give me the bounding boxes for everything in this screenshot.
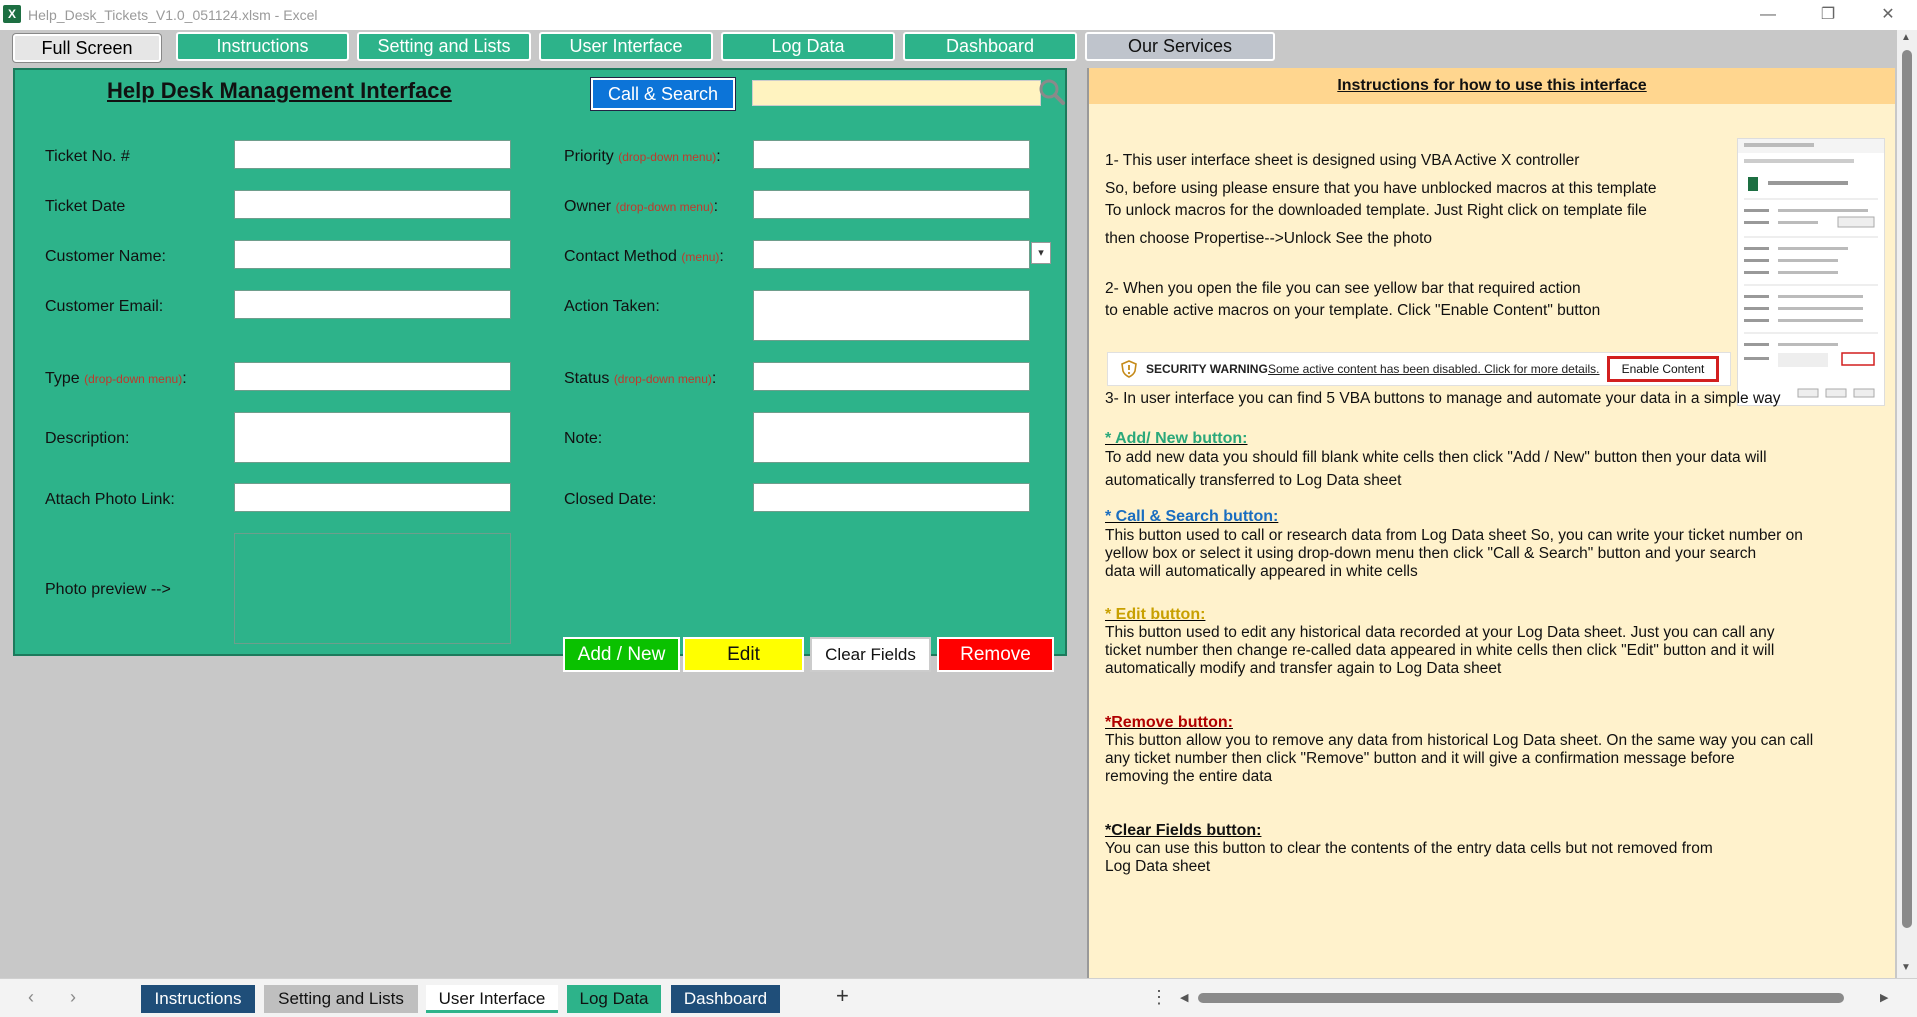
remove-help-title: *Remove button: bbox=[1105, 714, 1233, 731]
security-warning-message: Some active content has been disabled. Click for more details. bbox=[1268, 362, 1600, 376]
note-label: Note: bbox=[564, 430, 603, 447]
customer-name-field[interactable] bbox=[234, 240, 511, 269]
step1-line: 1- This user interface sheet is designed using VBA Active X controller bbox=[1105, 152, 1580, 169]
file-properties-screenshot bbox=[1737, 138, 1885, 406]
ticket-no-field[interactable] bbox=[234, 140, 511, 169]
scroll-down-icon[interactable]: ▼ bbox=[1901, 962, 1911, 973]
our-services-nav-button[interactable]: Our Services bbox=[1085, 32, 1275, 61]
call-search-button[interactable]: Call & Search bbox=[591, 78, 735, 110]
instructions-panel bbox=[1087, 68, 1895, 978]
file-properties-dialog-image bbox=[1738, 139, 1884, 405]
sheet-tab-setting-lists[interactable]: Setting and Lists bbox=[264, 985, 418, 1013]
closed-date-field[interactable] bbox=[753, 483, 1030, 512]
contact-method-field[interactable] bbox=[753, 240, 1030, 269]
call-search-help-line: This button used to call or research data from Log Data sheet So, you can write your ticket number on bbox=[1105, 527, 1803, 544]
edit-help-line: ticket number then change re-called data appeared in white cells then click "Edit" button and it will bbox=[1105, 642, 1775, 659]
user-interface-nav-button[interactable]: User Interface bbox=[539, 32, 713, 61]
note-field[interactable] bbox=[753, 412, 1030, 463]
dashboard-nav-button[interactable]: Dashboard bbox=[903, 32, 1077, 61]
form-title: Help Desk Management Interface bbox=[107, 78, 452, 103]
customer-email-label: Customer Email: bbox=[45, 298, 164, 315]
remove-help-line: This button allow you to remove any data from historical Log Data sheet. On the same way you can call bbox=[1105, 732, 1814, 749]
excel-app-icon: X bbox=[3, 5, 21, 23]
photo-preview-label: Photo preview --> bbox=[45, 581, 171, 598]
edit-help-title: * Edit button: bbox=[1105, 606, 1206, 623]
action-taken-field[interactable] bbox=[753, 290, 1030, 341]
contact-method-label: Contact Method (menu): bbox=[564, 248, 724, 265]
window-title-bar bbox=[0, 0, 1917, 30]
setting-lists-nav-button[interactable]: Setting and Lists bbox=[357, 32, 531, 61]
ticket-date-field[interactable] bbox=[234, 190, 511, 219]
sheet-tab-user-interface[interactable]: User Interface bbox=[426, 985, 558, 1013]
shield-icon bbox=[1120, 360, 1138, 378]
more-options-icon[interactable]: ⋮ bbox=[1150, 987, 1168, 1007]
add-new-help-title: * Add/ New button: bbox=[1105, 430, 1248, 447]
add-sheet-icon[interactable]: + bbox=[836, 983, 849, 1008]
add-new-button[interactable]: Add / New bbox=[563, 637, 680, 672]
step2-line: 2- When you open the file you can see yellow bar that required action bbox=[1105, 280, 1581, 297]
sheet-tab-instructions[interactable]: Instructions bbox=[141, 985, 255, 1013]
remove-help-line: any ticket number then click "Remove" button and it will give a confirmation message before bbox=[1105, 750, 1735, 767]
security-warning-bar-image bbox=[1107, 352, 1731, 386]
clear-fields-help-line: Log Data sheet bbox=[1105, 858, 1211, 875]
security-warning-title: SECURITY WARNING bbox=[1146, 362, 1268, 376]
photo-preview-box bbox=[234, 533, 511, 644]
add-new-help-line: automatically transferred to Log Data sheet bbox=[1105, 472, 1402, 489]
edit-button[interactable]: Edit bbox=[683, 637, 804, 672]
step3-text: 3- In user interface you can find 5 VBA buttons to manage and automate your data in a simple way bbox=[1105, 390, 1781, 407]
scroll-up-icon[interactable]: ▲ bbox=[1901, 32, 1911, 43]
customer-email-field[interactable] bbox=[234, 290, 511, 319]
edit-help-line: This button used to edit any historical data recorded at your Log Data sheet. Just you can call any bbox=[1105, 624, 1775, 641]
ticket-search-input[interactable] bbox=[752, 80, 1041, 106]
clear-fields-help-title: *Clear Fields button: bbox=[1105, 822, 1262, 839]
attach-photo-link-label: Attach Photo Link: bbox=[45, 491, 175, 508]
sheet-tab-dashboard[interactable]: Dashboard bbox=[671, 985, 780, 1013]
scroll-left-icon[interactable]: ◀ bbox=[1180, 992, 1189, 1004]
instructions-heading: Instructions for how to use this interface bbox=[1089, 68, 1895, 104]
prev-sheet-icon[interactable]: ‹ bbox=[28, 987, 34, 1007]
window-title: Help_Desk_Tickets_V1.0_051124.xlsm - Excel bbox=[28, 7, 318, 23]
customer-name-label: Customer Name: bbox=[45, 248, 166, 265]
close-icon[interactable]: ✕ bbox=[1881, 6, 1895, 23]
help-desk-form-panel bbox=[13, 68, 1067, 665]
remove-help-line: removing the entire data bbox=[1105, 768, 1273, 785]
step2-line: to enable active macros on your template. Click "Enable Content" button bbox=[1105, 302, 1601, 319]
owner-label: Owner (drop-down menu): bbox=[564, 198, 719, 215]
ticket-date-label: Ticket Date bbox=[45, 198, 126, 215]
owner-field[interactable] bbox=[753, 190, 1030, 219]
call-search-help-title: * Call & Search button: bbox=[1105, 508, 1279, 525]
closed-date-label: Closed Date: bbox=[564, 491, 657, 508]
step1-line: So, before using please ensure that you have unblocked macros at this template bbox=[1105, 180, 1657, 197]
sheet-tab-log-data[interactable]: Log Data bbox=[567, 985, 661, 1013]
vertical-scrollbar[interactable] bbox=[1897, 30, 1917, 978]
description-field[interactable] bbox=[234, 412, 511, 463]
action-taken-label: Action Taken: bbox=[564, 298, 660, 315]
sheet-tabs-bar bbox=[0, 978, 1917, 1017]
horizontal-scroll-thumb[interactable] bbox=[1198, 993, 1844, 1003]
type-label: Type (drop-down menu): bbox=[45, 370, 187, 387]
contact-method-dropdown-icon[interactable]: ▾ bbox=[1031, 242, 1051, 264]
priority-label: Priority (drop-down menu): bbox=[564, 148, 721, 165]
add-new-help-line: To add new data you should fill blank white cells then click "Add / New" button then your data will bbox=[1105, 449, 1767, 466]
attach-photo-link-field[interactable] bbox=[234, 483, 511, 512]
log-data-nav-button[interactable]: Log Data bbox=[721, 32, 895, 61]
full-screen-button[interactable]: Full Screen bbox=[13, 34, 161, 62]
description-label: Description: bbox=[45, 430, 130, 447]
step1-line: To unlock macros for the downloaded template. Just Right click on template file bbox=[1105, 202, 1647, 219]
status-field[interactable] bbox=[753, 362, 1030, 391]
clear-fields-button[interactable]: Clear Fields bbox=[810, 637, 931, 672]
clear-fields-help-line: You can use this button to clear the contents of the entry data cells but not removed from bbox=[1105, 840, 1713, 857]
next-sheet-icon[interactable]: › bbox=[70, 987, 76, 1007]
scroll-right-icon[interactable]: ▶ bbox=[1880, 992, 1889, 1004]
type-field[interactable] bbox=[234, 362, 511, 391]
search-icon[interactable] bbox=[1037, 77, 1067, 107]
priority-field[interactable] bbox=[753, 140, 1030, 169]
worksheet-area bbox=[0, 30, 1917, 978]
vertical-scroll-thumb[interactable] bbox=[1902, 50, 1912, 928]
minimize-icon[interactable]: — bbox=[1760, 6, 1776, 23]
step1-line: then choose Propertise-->Unlock See the photo bbox=[1105, 230, 1432, 247]
ticket-no-label: Ticket No. # bbox=[45, 148, 130, 165]
restore-icon[interactable]: ❐ bbox=[1820, 6, 1836, 23]
call-search-help-line: yellow box or select it using drop-down menu then click "Call & Search" button and your search bbox=[1105, 545, 1757, 562]
instructions-nav-button[interactable]: Instructions bbox=[176, 32, 349, 61]
remove-button[interactable]: Remove bbox=[937, 637, 1054, 672]
edit-help-line: automatically modify and transfer again to Log Data sheet bbox=[1105, 660, 1502, 677]
status-label: Status (drop-down menu): bbox=[564, 370, 717, 387]
call-search-help-line: data will automatically appeared in white cells bbox=[1105, 563, 1418, 580]
enable-content-button-image: Enable Content bbox=[1607, 356, 1719, 382]
